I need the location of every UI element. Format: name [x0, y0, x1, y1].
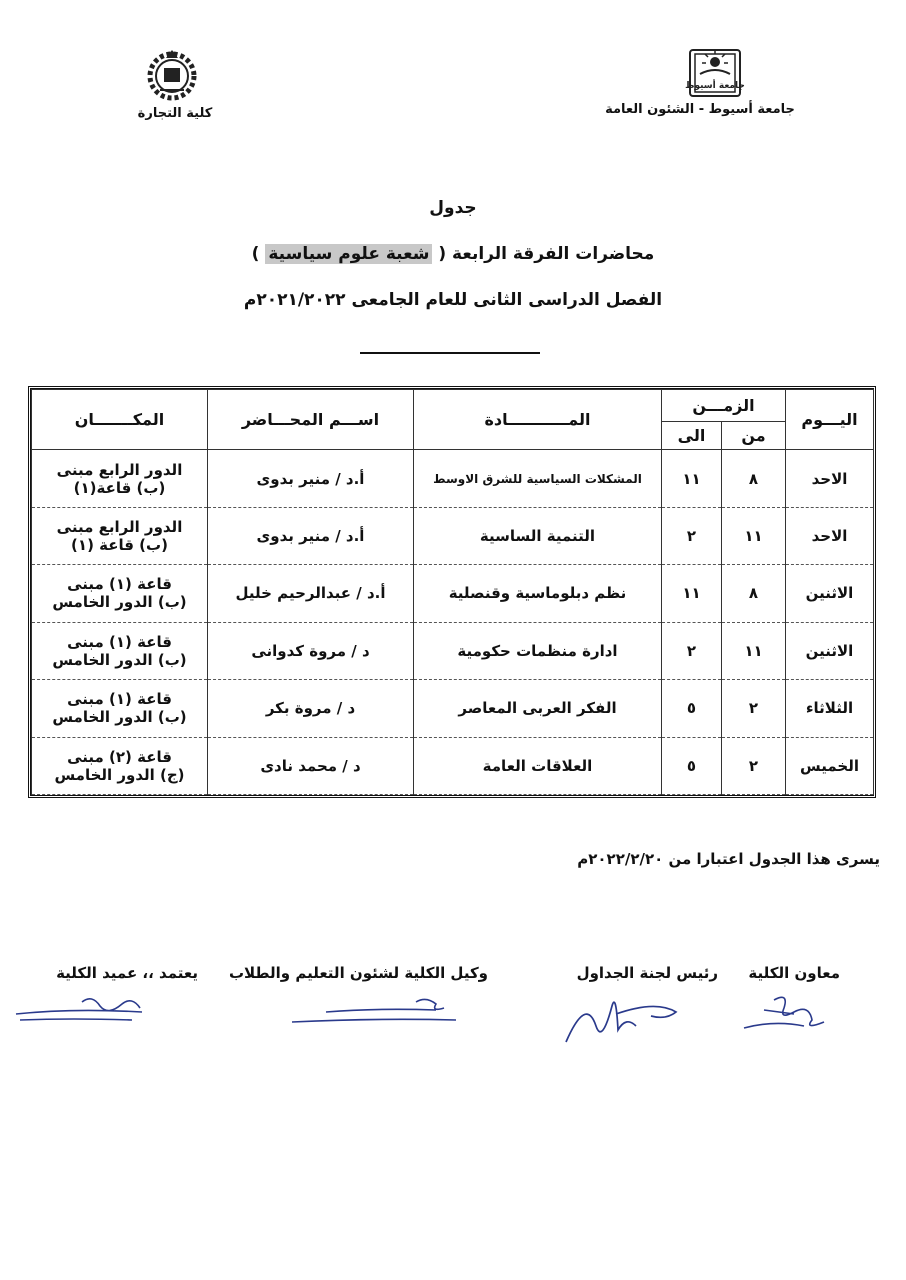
- university-logo: [684, 48, 746, 98]
- cell-subject: التنمية الساسية: [414, 507, 662, 564]
- title-division-highlight: شعبة علوم سياسية: [265, 244, 432, 264]
- cell-day: الاثنين: [786, 622, 874, 679]
- cell-place: [32, 622, 208, 679]
- signature-vice-dean-education: [286, 994, 466, 1028]
- cell-day: الثلاثاء: [786, 680, 874, 737]
- table-row: [32, 737, 874, 794]
- cell-day: الاحد: [786, 507, 874, 564]
- table-row: [32, 450, 874, 507]
- cell-subject: الفكر العربى المعاصر: [414, 680, 662, 737]
- university-caption: جامعة أسيوط - الشئون العامة: [605, 102, 795, 117]
- cell-to: ١١: [662, 450, 722, 507]
- gear-emblem-icon: [150, 50, 194, 98]
- cell-subject: ادارة منظمات حكومية: [414, 622, 662, 679]
- cell-to: ٢: [662, 507, 722, 564]
- cell-to: ٢: [662, 622, 722, 679]
- validity-note: يسرى هذا الجدول اعتبارا من ٢٠٢٢/٢/٢٠م: [577, 850, 880, 868]
- cell-day: الاحد: [786, 450, 874, 507]
- faculty-caption: كلية التجارة: [137, 106, 213, 121]
- cell-subject: العلاقات العامة: [414, 737, 662, 794]
- place-line-2: (ب) قاعة (١): [71, 536, 168, 555]
- title-line-2-suffix: ): [251, 244, 266, 264]
- page-title: جدول: [429, 198, 477, 218]
- table-row: [32, 622, 874, 679]
- place-line-2: (ب) الدور الخامس: [52, 593, 187, 612]
- cell-from: ٢: [722, 737, 786, 794]
- signature-label-dean: يعتمد ،، عميد الكلية: [56, 964, 198, 982]
- cell-from: ٨: [722, 565, 786, 622]
- schedule-table: [28, 386, 876, 798]
- signature-committee-head: [556, 986, 696, 1050]
- place-line-1: قاعة (١) مبنى: [67, 690, 172, 709]
- cell-to: ١١: [662, 565, 722, 622]
- table-row: [32, 680, 874, 737]
- signature-label-committee-head: رئيس لجنة الجداول: [576, 964, 718, 982]
- title-line-2-prefix: محاضرات الفرقة الرابعة (: [432, 244, 655, 264]
- signature-label-vice-dean-education: وكيل الكلية لشئون التعليم والطلاب: [228, 964, 488, 982]
- cell-from: ١١: [722, 622, 786, 679]
- place-line-2: (ب) الدور الخامس: [52, 650, 187, 669]
- header-lecturer: اســـم المحـــاضر: [208, 390, 414, 450]
- cell-from: ١١: [722, 507, 786, 564]
- place-line-2: (ج) الدور الخامس: [54, 765, 185, 784]
- cell-to: ٥: [662, 680, 722, 737]
- cell-subject: المشكلات السياسية للشرق الاوسط: [414, 450, 662, 507]
- cell-lecturer: د / مروة بكر: [208, 680, 414, 737]
- cell-lecturer: أ.د / منير بدوى: [208, 507, 414, 564]
- cell-place: [32, 507, 208, 564]
- university-logo-text: جامعة أسيوط: [685, 81, 745, 91]
- signature-dean: [12, 990, 152, 1034]
- place-line-2: (ب) الدور الخامس: [52, 708, 187, 727]
- signature-vice-dean: [734, 990, 834, 1040]
- cell-to: ٥: [662, 737, 722, 794]
- title-line-2: [0, 244, 906, 264]
- title-line-3: الفصل الدراسى الثانى للعام الجامعى ٢٠٢١/٢٠٢٢م: [243, 290, 663, 310]
- cell-place: [32, 565, 208, 622]
- place-line-1: قاعة (١) مبنى: [67, 575, 172, 594]
- header-from: من: [722, 422, 786, 450]
- cell-day: الاثنين: [786, 565, 874, 622]
- place-line-1: الدور الرابع مبنى: [56, 460, 183, 479]
- header-subject: المـــــــــــادة: [414, 390, 662, 450]
- cell-day: الخميس: [786, 737, 874, 794]
- cell-place: [32, 737, 208, 794]
- cell-subject: نظم دبلوماسية وقنصلية: [414, 565, 662, 622]
- place-line-1: قاعة (١) مبنى: [67, 632, 172, 651]
- place-line-2: (ب) قاعة(١): [73, 478, 166, 497]
- table-row: [32, 565, 874, 622]
- cell-place: [32, 680, 208, 737]
- header-day: اليـــوم: [786, 390, 874, 450]
- cell-from: ٨: [722, 450, 786, 507]
- faculty-logo: [140, 46, 204, 102]
- title-underline: [360, 352, 540, 354]
- header-to: الى: [662, 422, 722, 450]
- cell-lecturer: أ.د / منير بدوى: [208, 450, 414, 507]
- cell-place: [32, 450, 208, 507]
- header-place: المكـــــــان: [32, 390, 208, 450]
- signature-label-vice-dean: معاون الكلية: [748, 964, 840, 982]
- place-line-1: قاعة (٢) مبنى: [67, 747, 172, 766]
- cell-lecturer: أ.د / عبدالرحيم خليل: [208, 565, 414, 622]
- cell-from: ٢: [722, 680, 786, 737]
- place-line-1: الدور الرابع مبنى: [56, 518, 183, 537]
- table-row: [32, 507, 874, 564]
- cell-lecturer: د / محمد نادى: [208, 737, 414, 794]
- cell-lecturer: د / مروة كدوانى: [208, 622, 414, 679]
- header-time: الزمـــن: [662, 390, 786, 422]
